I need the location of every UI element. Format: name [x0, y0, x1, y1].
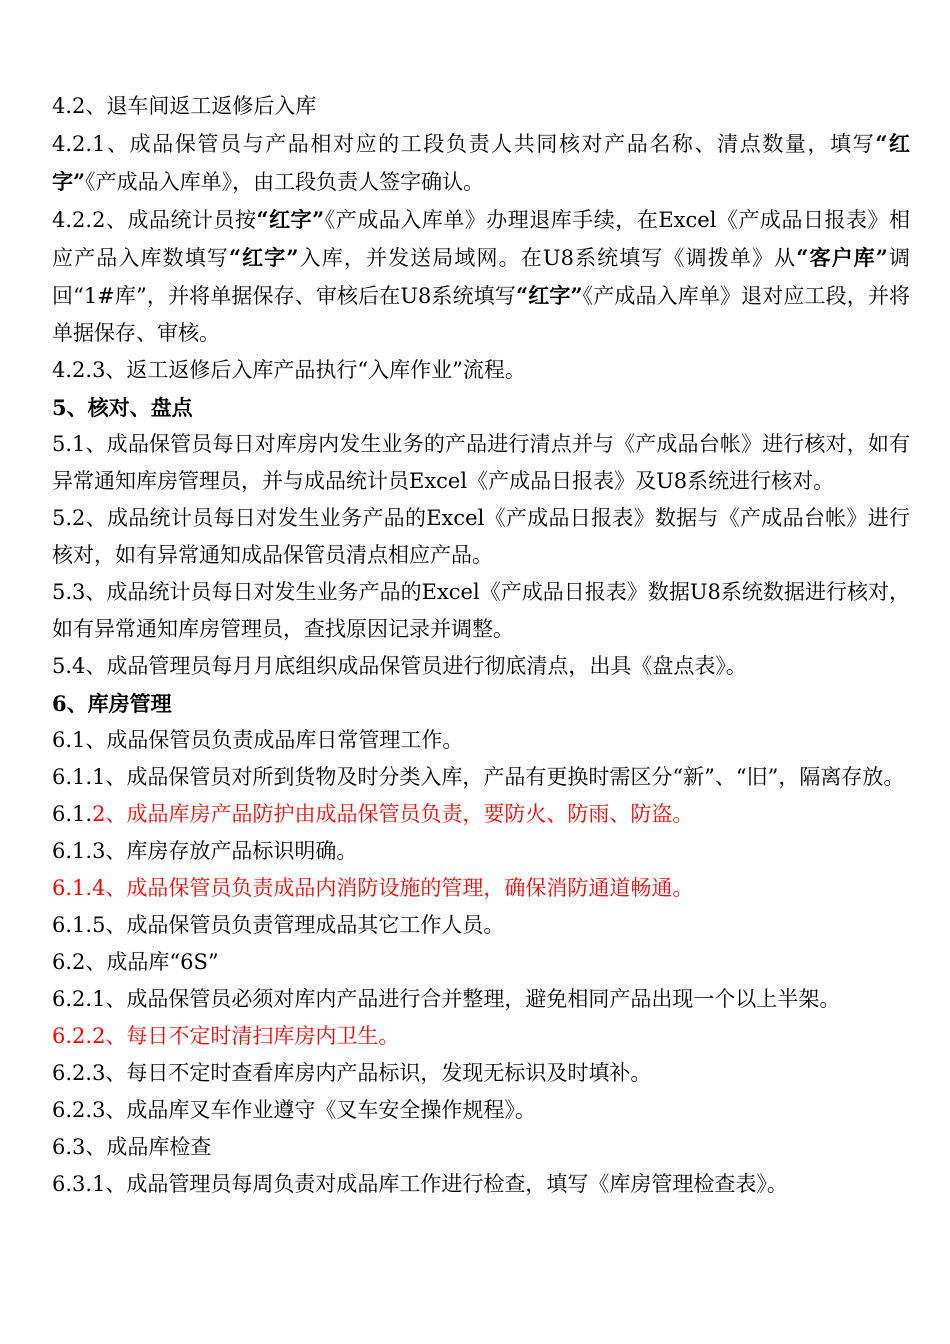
- text-run: 4.2、退车间返工返修后入库: [52, 94, 317, 118]
- text-run: 入库，并发送局域网。在U8系统填写《调拨单》从: [298, 246, 797, 270]
- document-page: [52, 88, 910, 1203]
- paragraph: [52, 1092, 910, 1129]
- paragraph: [52, 796, 910, 833]
- paragraph: [52, 1055, 910, 1092]
- text-run: “客户库”: [796, 245, 888, 270]
- text-run: “红字”: [516, 283, 583, 308]
- paragraph: [52, 352, 910, 389]
- text-run: 6.2.3、每日不定时查看库房内产品标识，发现无标识及时填补。: [52, 1061, 652, 1085]
- text-run: 6.2.1、成品保管员必须对库内产品进行合并整理，避免相同产品出现一个以上半架。: [52, 987, 841, 1011]
- text-run: 6.2、成品库“6S”: [52, 950, 219, 974]
- text-run: 6.3、成品库检查: [52, 1135, 212, 1159]
- text-run: “红字”: [52, 131, 910, 194]
- text-run: 2、成品库房产品防护由成品保管员负责，要防火、防雨、防盗。: [92, 802, 694, 826]
- paragraph: [52, 833, 910, 870]
- text-run: 6.3.1、成品管理员每周负责对成品库工作进行检查，填写《库房管理检查表》。: [52, 1172, 788, 1196]
- section-heading: [52, 389, 910, 426]
- text-run: 6.1.5、成品保管员负责管理成品其它工作人员。: [52, 913, 505, 937]
- paragraph: [52, 500, 910, 574]
- paragraph: [52, 944, 910, 981]
- text-run: 5.1、成品保管员每日对库房内发生业务的产品进行清点并与《产成品台帐》进行核对，如有异常通知库房管理员，并与成品统计员Excel《产成品日报表》及U8系统进行核对。: [52, 432, 910, 493]
- text-run: 《产成品入库单》退对应工段，并将单据保存、审核。: [52, 284, 910, 345]
- text-run: 6.2.2、每日不定时清扫库房内卫生。: [52, 1024, 400, 1048]
- paragraph: [52, 201, 910, 352]
- paragraph: [52, 1018, 910, 1055]
- paragraph: [52, 907, 910, 944]
- text-run: 6、库房管理: [52, 691, 172, 716]
- text-run: 5.4、成品管理员每月月底组织成品保管员进行彻底清点，出具《盘点表》。: [52, 654, 747, 678]
- text-run: 调回“1#库”，并将单据保存、审核后在U8系统填写: [52, 246, 911, 308]
- text-run: 5、核对、盘点: [52, 395, 193, 420]
- paragraph: [52, 759, 910, 796]
- text-run: 《产成品入库单》办理退库手续，在Excel《产成品日报表》相应产品入库数填写: [52, 208, 910, 270]
- paragraph: [52, 125, 910, 201]
- paragraph: [52, 981, 910, 1018]
- text-run: 6.1.: [52, 802, 93, 826]
- paragraph: [52, 1166, 910, 1203]
- text-run: 4.2.3、返工返修后入库产品执行“入库作业”流程。: [52, 358, 526, 382]
- text-run: 6.1、成品保管员负责成品库日常管理工作。: [52, 728, 464, 752]
- paragraph: [52, 426, 910, 500]
- text-run: 4.2.2、成品统计员按: [52, 208, 257, 232]
- paragraph: [52, 870, 910, 907]
- text-run: 5.3、成品统计员每日对发生业务产品的Excel《产成品日报表》数据U8系统数据进行核对，如有异常通知库房管理员，查找原因记录并调整。: [52, 580, 910, 641]
- paragraph: [52, 88, 910, 125]
- paragraph: [52, 574, 910, 648]
- text-run: “红字”: [256, 207, 325, 232]
- paragraph: [52, 648, 910, 685]
- text-run: 6.1.3、库房存放产品标识明确。: [52, 839, 358, 863]
- section-heading: [52, 685, 910, 722]
- text-run: 6.2.3、成品库叉车作业遵守《叉车安全操作规程》。: [52, 1098, 536, 1122]
- text-run: 5.2、成品统计员每日对发生业务产品的Excel《产成品日报表》数据与《产成品台帐》进行核对，如有异常通知成品保管员清点相应产品。: [52, 506, 910, 567]
- paragraph: [52, 722, 910, 759]
- text-run: 4.2.1、成品保管员与产品相对应的工段负责人共同核对产品名称、清点数量，填写: [52, 132, 876, 156]
- text-run: 6.1.1、成品保管员对所到货物及时分类入库，产品有更换时需区分“新”、“旧”，隔离存放。: [52, 765, 905, 789]
- text-run: “红字”: [228, 245, 299, 270]
- text-run: 6.1.4、成品保管员负责成品内消防设施的管理，确保消防通道畅通。: [52, 876, 694, 900]
- text-run: 《产成品入库单》，由工段负责人签字确认。: [85, 170, 485, 194]
- paragraph: [52, 1129, 910, 1166]
